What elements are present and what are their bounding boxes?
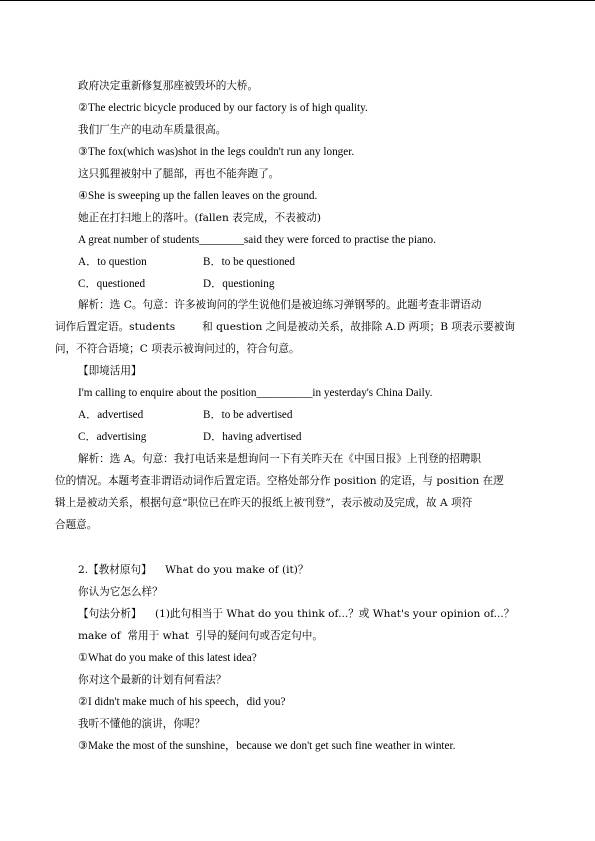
section-2-translation: 你认为它怎么样？ [78, 586, 163, 598]
example-sentence-3: ③The fox(which was)shot in the legs couldn't run any longer. [78, 146, 355, 158]
make-of-translation-2: 我听不懂他的演讲，你呢？ [78, 718, 206, 730]
question-1-option-b: B．to be questioned [203, 256, 295, 268]
practice-heading: 【即境活用】 [78, 365, 142, 377]
question-2-stem: I'm calling to enquire about the position__________in yesterday's China Daily. [78, 387, 433, 399]
question-1-explanation-line-1: 解析：选 C。句意：许多被询问的学生说他们是被迫练习弹钢琴的。此题考查非谓语动 [78, 299, 482, 311]
make-of-example-2: ②I didn't make much of his speech，did you? [78, 696, 286, 708]
question-1-option-a: A．to question [78, 256, 147, 268]
question-2-explanation-line-1: 解析：选 A。句意：我打电话来是想询问一下有关昨天在《中国日报》上刊登的招聘职 [78, 453, 481, 465]
question-2-option-c: C．advertising [78, 431, 147, 443]
section-2-heading: 2.【教材原句】 What do you make of (it)？ [78, 564, 309, 576]
syntax-analysis: 【句法分析】 (1)此句相当于 What do you think of...？或 What's your opinion of...？ [78, 608, 515, 620]
example-sentence-4: ④She is sweeping up the fallen leaves on the ground. [78, 190, 318, 202]
question-1-explanation-line-3: 问，不符合语境；C 项表示被询问过的，符合句意。 [55, 343, 300, 355]
question-1-option-c: C．questioned [78, 278, 146, 290]
question-2-explanation-line-2: 位的情况。本题考查非谓语动词作后置定语。空格处部分作 position 的定语，与 position 在逻 [55, 475, 504, 487]
question-2-option-b: B．to be advertised [203, 409, 293, 421]
make-of-example-3: ③Make the most of the sunshine，because we don't get such fine weather in winter. [78, 740, 456, 752]
question-2-option-d: D．having advertised [203, 431, 302, 443]
make-of-example-1: ①What do you make of this latest idea? [78, 652, 257, 664]
example-sentence-2: ②The electric bicycle produced by our factory is of high quality. [78, 102, 368, 114]
question-1-option-d: D．questioning [203, 278, 275, 290]
translation-3: 这只狐狸被射中了腿部，再也不能奔跑了。 [78, 168, 280, 180]
question-2-explanation-line-4: 合题意。 [55, 519, 98, 531]
question-1-stem: A great number of students________said they were forced to practise the piano. [78, 234, 436, 246]
question-1-explanation-line-2: 词作后置定语。students 和 question 之间是被动关系，故排除 A.D 两项；B 项表示要被询 [55, 321, 515, 333]
text-line-1: 政府决定重新修复那座被毁坏的大桥。 [78, 80, 259, 92]
translation-2: 我们厂生产的电动车质量很高。 [78, 124, 227, 136]
question-2-option-a: A．advertised [78, 409, 144, 421]
make-of-translation-1: 你对这个最新的计划有何看法？ [78, 674, 227, 686]
question-2-explanation-line-3: 辑上是被动关系，根据句意“职位已在昨天的报纸上被刊登”，表示被动及完成，故 A 项符 [55, 497, 473, 509]
make-of-usage-note: make of 常用于 what 引导的疑问句或否定句中。 [78, 630, 323, 642]
translation-4: 她正在打扫地上的落叶。(fallen 表完成，不表被动) [78, 212, 322, 224]
